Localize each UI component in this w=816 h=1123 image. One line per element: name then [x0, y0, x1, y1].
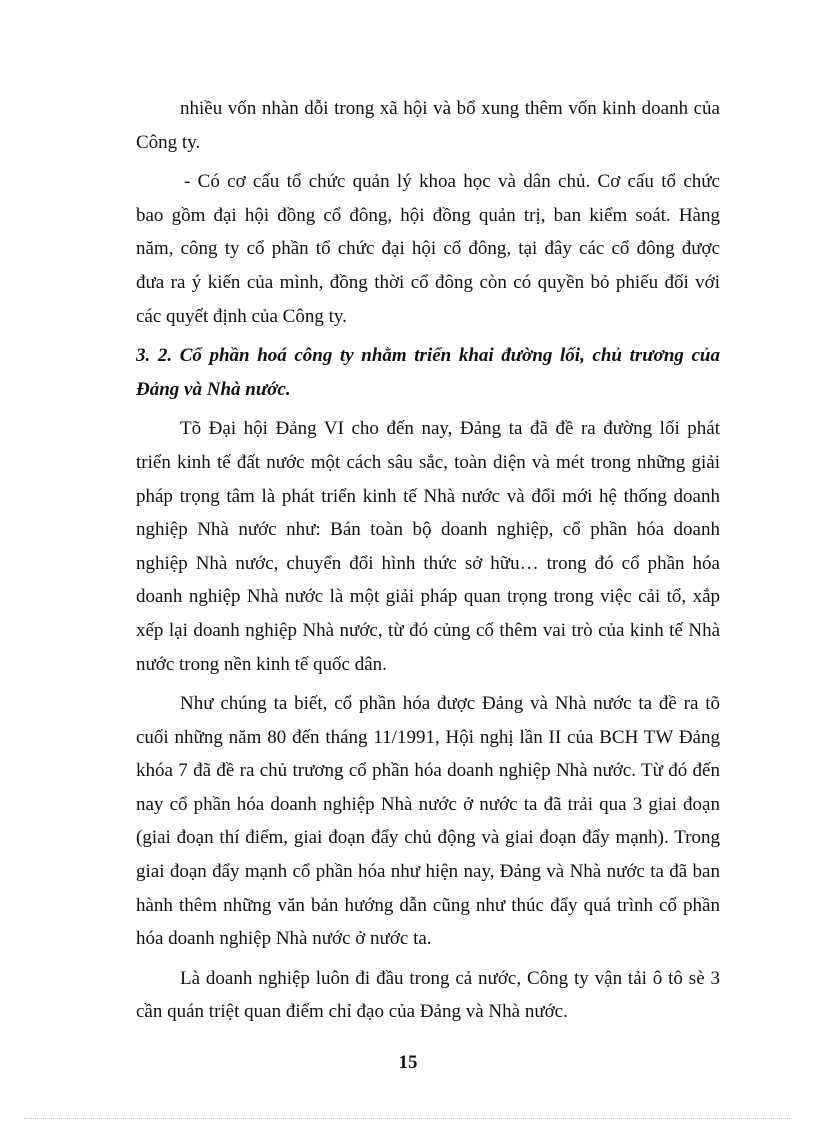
paragraph	[136, 687, 720, 956]
section-heading	[136, 339, 720, 406]
text-line: nước trong nền kinh tế quốc dân.	[136, 653, 387, 675]
text-line: - Có cơ cấu tổ chức quản lý khoa học và dân chủ. Cơ cấu tổ chức	[184, 171, 720, 193]
text-line: xếp lại doanh nghiệp Nhà nước, từ đó củng cố thêm vai trò của kinh tế Nhà	[136, 619, 720, 641]
text-line: nhiều vốn nhàn dỗi trong xã hội và bổ xung thêm vốn kinh doanh của	[180, 98, 720, 119]
footer-divider	[24, 1118, 792, 1119]
text-line: năm, công ty cổ phần tổ chức đại hội cổ đông, tại đây các cổ đông được	[136, 238, 720, 260]
text-line: nay cổ phần hóa doanh nghiệp Nhà nước ở nước ta đã trải qua 3 giai đoạn	[136, 793, 720, 815]
text-line: nghiệp Nhà nước như: Bán toàn bộ doanh nghiệp, cổ phần hóa doanh	[136, 519, 720, 541]
text-line: khóa 7 đã đề ra chủ trương cổ phần hóa doanh nghiệp Nhà nước. Từ đó đến	[136, 760, 720, 782]
heading-line: Đảng và Nhà nước.	[136, 378, 291, 400]
heading-line: 3. 2. Cổ phần hoá công ty nhằm triển khai đường lối, chủ trương của	[136, 345, 720, 367]
text-line: các quyết định của Công ty.	[136, 305, 347, 327]
text-line: triển kinh tế đất nước một cách sâu sắc, toàn diện và mét trong những giải	[136, 451, 720, 473]
paragraph	[136, 412, 720, 681]
text-line: Như chúng ta biết, cổ phần hóa được Đảng và Nhà nước ta đề ra tõ	[180, 693, 720, 715]
text-line: Công ty.	[136, 131, 201, 153]
text-line: bao gồm đại hội đồng cổ đông, hội đồng quản trị, ban kiểm soát. Hàng	[136, 204, 720, 226]
page-content	[136, 92, 720, 1029]
text-line: hành thêm những văn bản hướng dẫn cũng như thúc đẩy quá trình cổ phần	[136, 894, 720, 916]
paragraph	[136, 165, 720, 333]
text-line: cuối những năm 80 đến tháng 11/1991, Hội nghị lần II của BCH TW Đảng	[136, 726, 720, 748]
text-line: nghiệp Nhà nước, chuyển đổi hình thức sở hữu… trong đó cổ phần hóa	[136, 552, 720, 574]
paragraph	[136, 92, 720, 159]
text-line: pháp trọng tâm là phát triển kinh tế Nhà nước và đổi mới hệ thống doanh	[136, 485, 720, 507]
text-line: cần quán triệt quan điểm chỉ đạo của Đảng và Nhà nước.	[136, 1001, 568, 1023]
text-line: Tõ Đại hội Đảng VI cho đến nay, Đảng ta đã đề ra đường lối phát	[180, 418, 720, 440]
page-number: 15	[398, 1052, 418, 1073]
text-line: đưa ra ý kiến của mình, đồng thời cổ đông còn có quyền bỏ phiếu đối với	[136, 271, 720, 293]
text-line: hóa doanh nghiệp Nhà nước ở nước ta.	[136, 928, 432, 950]
paragraph	[136, 962, 720, 1029]
text-line: doanh nghiệp Nhà nước là một giải pháp quan trọng trong việc cải tổ, xắp	[136, 586, 720, 608]
text-line: Là doanh nghiệp luôn đi đầu trong cả nước, Công ty vận tải ô tô sè 3	[180, 967, 720, 989]
text-line: (giai đoạn thí điểm, giai đoạn đẩy chủ động và giai đoạn đẩy mạnh). Trong	[136, 827, 720, 849]
text-line: giai đoạn đẩy mạnh cổ phần hóa như hiện nay, Đảng và Nhà nước ta đã ban	[136, 861, 720, 883]
